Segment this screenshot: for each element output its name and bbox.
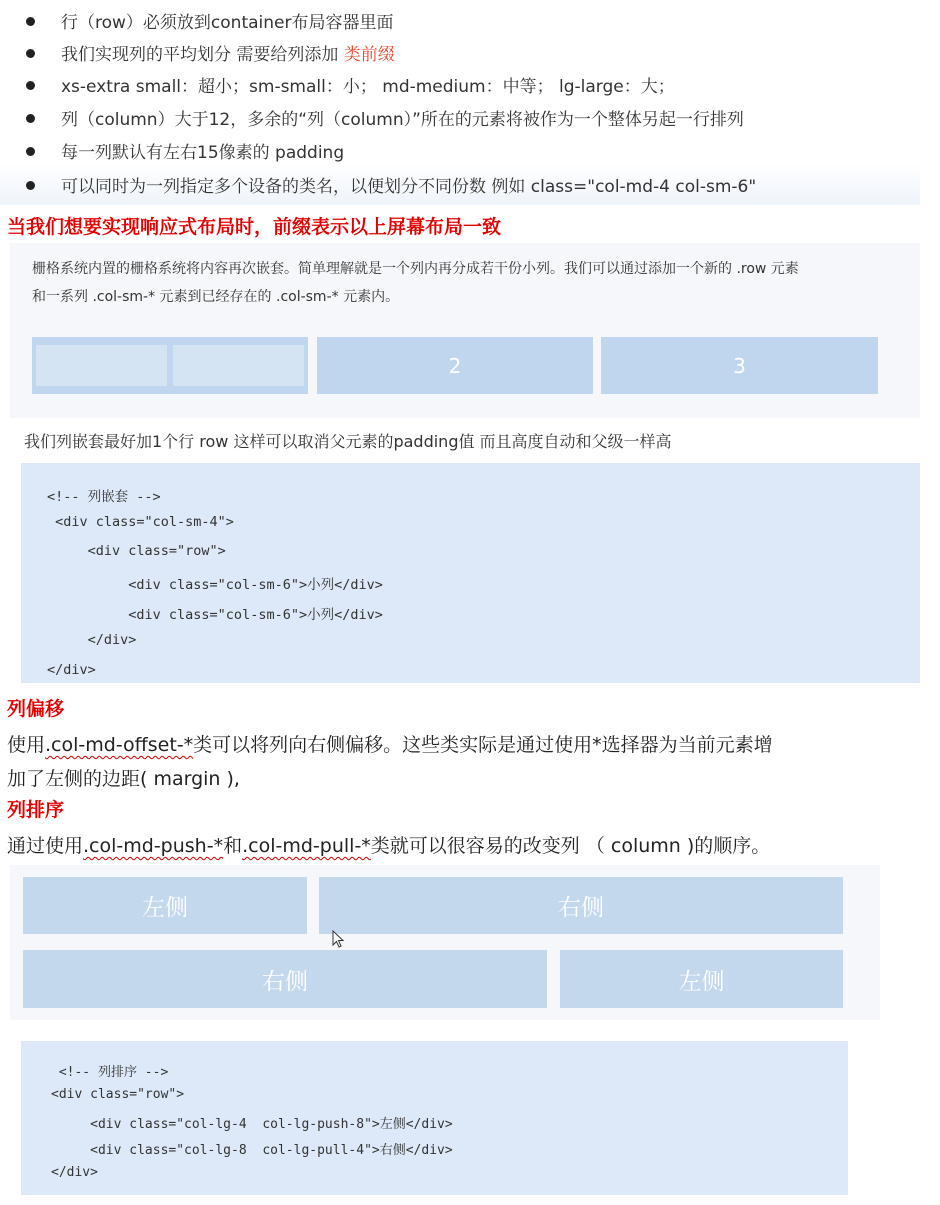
code-line: </div>: [47, 632, 137, 648]
offset-class-code: .col-md-offset-*: [45, 734, 194, 756]
code-line: <div class="row">: [51, 1087, 185, 1102]
code-line: <!-- 列排序 -->: [51, 1065, 169, 1080]
order-cell-right: 右侧: [23, 950, 547, 1008]
bullet-item: 列（column）大于12，多余的“列（column）”所在的元素将被作为一个整体另起一行排列: [26, 105, 744, 135]
nesting-demo-panel: [10, 243, 920, 418]
order-cell-right: 右侧: [319, 877, 843, 934]
responsive-heading: 当我们想要实现响应式布局时，前缀表示以上屏幕布局一致: [7, 216, 502, 238]
bullet-dot-icon: [26, 81, 35, 90]
code-line: <div class="col-sm-6">小列</div>: [47, 607, 383, 623]
offset-heading: 列偏移: [7, 698, 65, 720]
bullet-dot-icon: [26, 114, 35, 123]
push-class-code: .col-md-push-*: [83, 835, 224, 857]
code-line: <div class="col-lg-4 col-lg-push-8">左侧</div>: [51, 1117, 453, 1132]
code-line: <!-- 列嵌套 -->: [47, 489, 161, 505]
highlight-text: 类前缀: [343, 45, 395, 65]
offset-text-line1: 使用.col-md-offset-*类可以将列向右侧偏移。这些类实际是通过使用*选择器为当前元素增: [7, 734, 773, 756]
code-line: </div>: [47, 662, 96, 678]
bullet-dot-icon: [26, 147, 35, 156]
nested-small-col: [173, 345, 304, 386]
pull-class-code: .col-md-pull-*: [242, 835, 371, 857]
mouse-pointer-icon: [332, 930, 344, 948]
ordering-code-block: [21, 1041, 848, 1195]
bullet-item: 每一列默认有左右15像素的 padding: [26, 138, 344, 168]
nesting-code-block: [21, 463, 920, 683]
order-text: 通过使用.col-md-push-*和.col-md-pull-*类就可以很容易的改变列 （ column )的顺序。: [7, 835, 771, 857]
nested-small-col: [36, 345, 167, 386]
nesting-intro-line: 和一系列 .col-sm-* 元素到已经存在的 .col-sm-* 元素内。: [32, 289, 400, 305]
bullet-item: 我们实现列的平均划分 需要给列添加 类前缀: [26, 40, 395, 70]
bullet-dot-icon: [26, 181, 35, 190]
nesting-note: 我们列嵌套最好加1个行 row 这样可以取消父元素的padding值 而且高度自动和父级一样高: [24, 432, 672, 451]
bullet-panel: [0, 0, 920, 205]
order-cell-left: 左侧: [23, 877, 307, 934]
bullet-item: 行（row）必须放到container布局容器里面: [26, 8, 393, 38]
order-cell-left: 左侧: [560, 950, 843, 1008]
bullet-dot-icon: [26, 17, 35, 26]
code-line: </div>: [51, 1165, 98, 1180]
code-line: <div class="col-sm-4">: [47, 514, 234, 530]
order-heading: 列排序: [7, 799, 65, 821]
bullet-item: xs-extra small：超小；sm-small：小； md-medium：中等； lg-large：大；: [26, 72, 675, 102]
grid-cell-2: 2: [317, 337, 593, 394]
code-line: <div class="col-lg-8 col-lg-pull-4">右侧</div>: [51, 1143, 453, 1158]
bullet-dot-icon: [26, 49, 35, 58]
bullet-item: 可以同时为一列指定多个设备的类名，以便划分不同份数 例如 class="col-md-4 col-sm-6": [26, 172, 756, 202]
code-line: <div class="row">: [47, 543, 226, 559]
grid-cell-3: 3: [601, 337, 878, 394]
code-line: <div class="col-sm-6">小列</div>: [47, 577, 383, 593]
nesting-intro-line: 栅格系统内置的栅格系统将内容再次嵌套。简单理解就是一个列内再分成若干份小列。我们可以通过添加一个新的 .row 元素: [32, 261, 799, 277]
offset-text-line2: 加了左侧的边距( margin ),: [7, 768, 240, 790]
ordering-demo-panel: [10, 865, 880, 1020]
